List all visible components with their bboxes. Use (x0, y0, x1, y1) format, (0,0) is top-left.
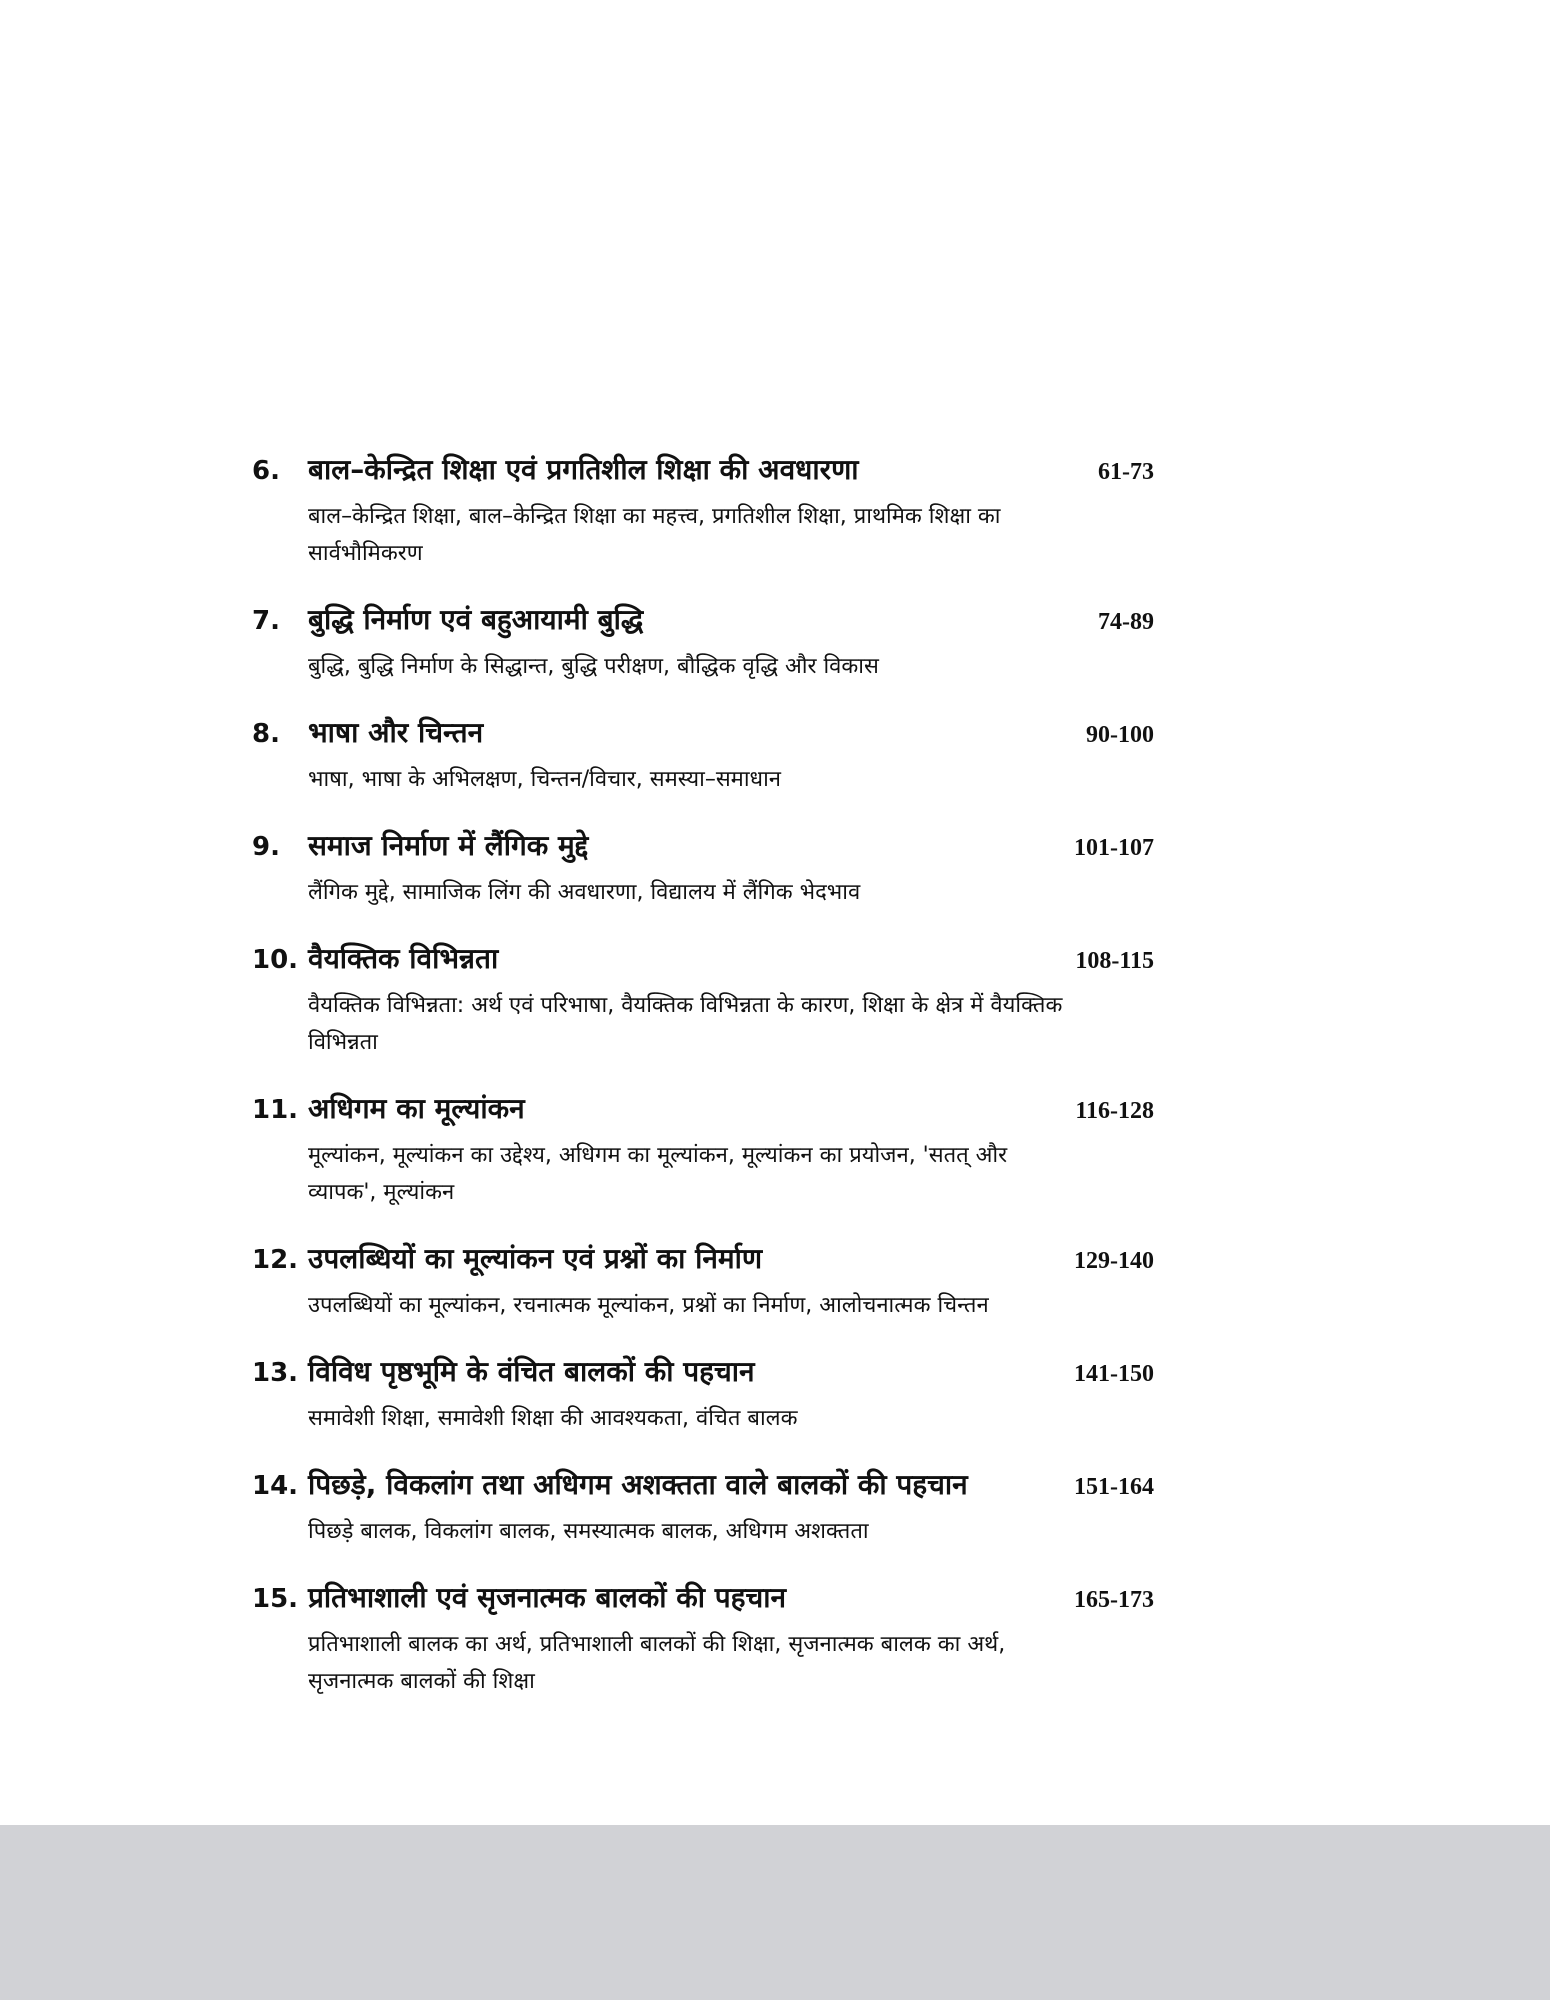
toc-entry-heading (252, 1239, 1154, 1287)
chapter-topics: प्रतिभाशाली बालक का अर्थ, प्रतिभाशाली बालकों की शिक्षा, सृजनात्मक बालक का अर्थ, सृजनात्मक बालकों की शिक्षा (308, 1632, 1006, 1694)
chapter-topics: मूल्यांकन, मूल्यांकन का उद्देश्य, अधिगम का मूल्यांकन, मूल्यांकन का प्रयोजन, 'सतत् और व्यापक', मूल्यांकन (308, 1143, 1008, 1205)
toc-entry-heading (252, 600, 1154, 648)
page-range: 101-107 (1074, 835, 1154, 861)
table-of-contents (252, 450, 1154, 1728)
chapter-topics: भाषा, भाषा के अभिलक्षण, चिन्तन/विचार, समस्या–समाधान (308, 767, 781, 792)
chapter-title: उपलब्धियों का मूल्यांकन एवं प्रश्नों का निर्माण (308, 1242, 763, 1275)
page-range: 129-140 (1074, 1248, 1154, 1274)
chapter-title: विविध पृष्ठभूमि के वंचित बालकों की पहचान (308, 1355, 755, 1388)
chapter-number: 10. (252, 945, 299, 975)
toc-entry-heading (252, 450, 1154, 498)
toc-entry (252, 1465, 1154, 1550)
chapter-number: 8. (252, 719, 280, 749)
toc-entry (252, 1089, 1154, 1211)
chapter-title: प्रतिभाशाली एवं सृजनात्मक बालकों की पहचान (308, 1581, 787, 1614)
toc-entry (252, 1578, 1154, 1700)
page-range: 165-173 (1074, 1587, 1154, 1613)
toc-entry (252, 939, 1154, 1061)
chapter-number: 15. (252, 1584, 299, 1614)
chapter-topics: बाल–केन्द्रित शिक्षा, बाल–केन्द्रित शिक्षा का महत्त्व, प्रगतिशील शिक्षा, प्राथमिक शिक्षा का सार्वभौमिकरण (308, 504, 1001, 566)
chapter-title: बुद्धि निर्माण एवं बहुआयामी बुद्धि (308, 603, 644, 636)
chapter-title: भाषा और चिन्तन (308, 716, 484, 749)
chapter-topics: पिछड़े बालक, विकलांग बालक, समस्यात्मक बालक, अधिगम अशक्तता (308, 1519, 869, 1544)
chapter-number: 14. (252, 1471, 299, 1501)
chapter-topics: उपलब्धियों का मूल्यांकन, रचनात्मक मूल्यांकन, प्रश्नों का निर्माण, आलोचनात्मक चिन्तन (308, 1293, 989, 1318)
chapter-topics: वैयक्तिक विभिन्नता: अर्थ एवं परिभाषा, वैयक्तिक विभिन्नता के कारण, शिक्षा के क्षेत्र में वैयक्तिक विभिन्नता (308, 993, 1063, 1055)
page-range: 90-100 (1086, 722, 1154, 748)
chapter-title: अधिगम का मूल्यांकन (308, 1092, 525, 1125)
page-range: 108-115 (1075, 948, 1154, 974)
chapter-number: 7. (252, 606, 280, 636)
toc-entry (252, 713, 1154, 798)
chapter-title: पिछड़े, विकलांग तथा अधिगम अशक्तता वाले बालकों की पहचान (308, 1468, 968, 1501)
chapter-number: 9. (252, 832, 280, 862)
toc-entry (252, 1352, 1154, 1437)
chapter-topics: लैंगिक मुद्दे, सामाजिक लिंग की अवधारणा, विद्यालय में लैंगिक भेदभाव (308, 880, 861, 905)
toc-entry-heading (252, 1089, 1154, 1137)
toc-entry (252, 1239, 1154, 1324)
page-range: 74-89 (1098, 609, 1154, 635)
page-range: 116-128 (1075, 1098, 1154, 1124)
toc-entry-heading (252, 939, 1154, 987)
chapter-number: 6. (252, 456, 280, 486)
chapter-title: समाज निर्माण में लैंगिक मुद्दे (308, 829, 589, 862)
page-range: 61-73 (1098, 459, 1154, 485)
toc-entry-heading (252, 1352, 1154, 1400)
footer-band (0, 1825, 1550, 2000)
chapter-number: 11. (252, 1095, 299, 1125)
page-range: 141-150 (1074, 1361, 1154, 1387)
toc-entry (252, 826, 1154, 911)
page-range: 151-164 (1074, 1474, 1154, 1500)
chapter-title: वैयक्तिक विभिन्नता (308, 942, 499, 975)
toc-entry (252, 450, 1154, 572)
chapter-title: बाल–केन्द्रित शिक्षा एवं प्रगतिशील शिक्षा की अवधारणा (308, 453, 859, 486)
chapter-topics: समावेशी शिक्षा, समावेशी शिक्षा की आवश्यकता, वंचित बालक (308, 1406, 798, 1431)
chapter-number: 13. (252, 1358, 299, 1388)
toc-entry-heading (252, 713, 1154, 761)
chapter-number: 12. (252, 1245, 299, 1275)
toc-entry-heading (252, 1578, 1154, 1626)
toc-entry (252, 600, 1154, 685)
toc-entry-heading (252, 1465, 1154, 1513)
toc-entry-heading (252, 826, 1154, 874)
chapter-topics: बुद्धि, बुद्धि निर्माण के सिद्धान्त, बुद्धि परीक्षण, बौद्धिक वृद्धि और विकास (308, 654, 879, 679)
